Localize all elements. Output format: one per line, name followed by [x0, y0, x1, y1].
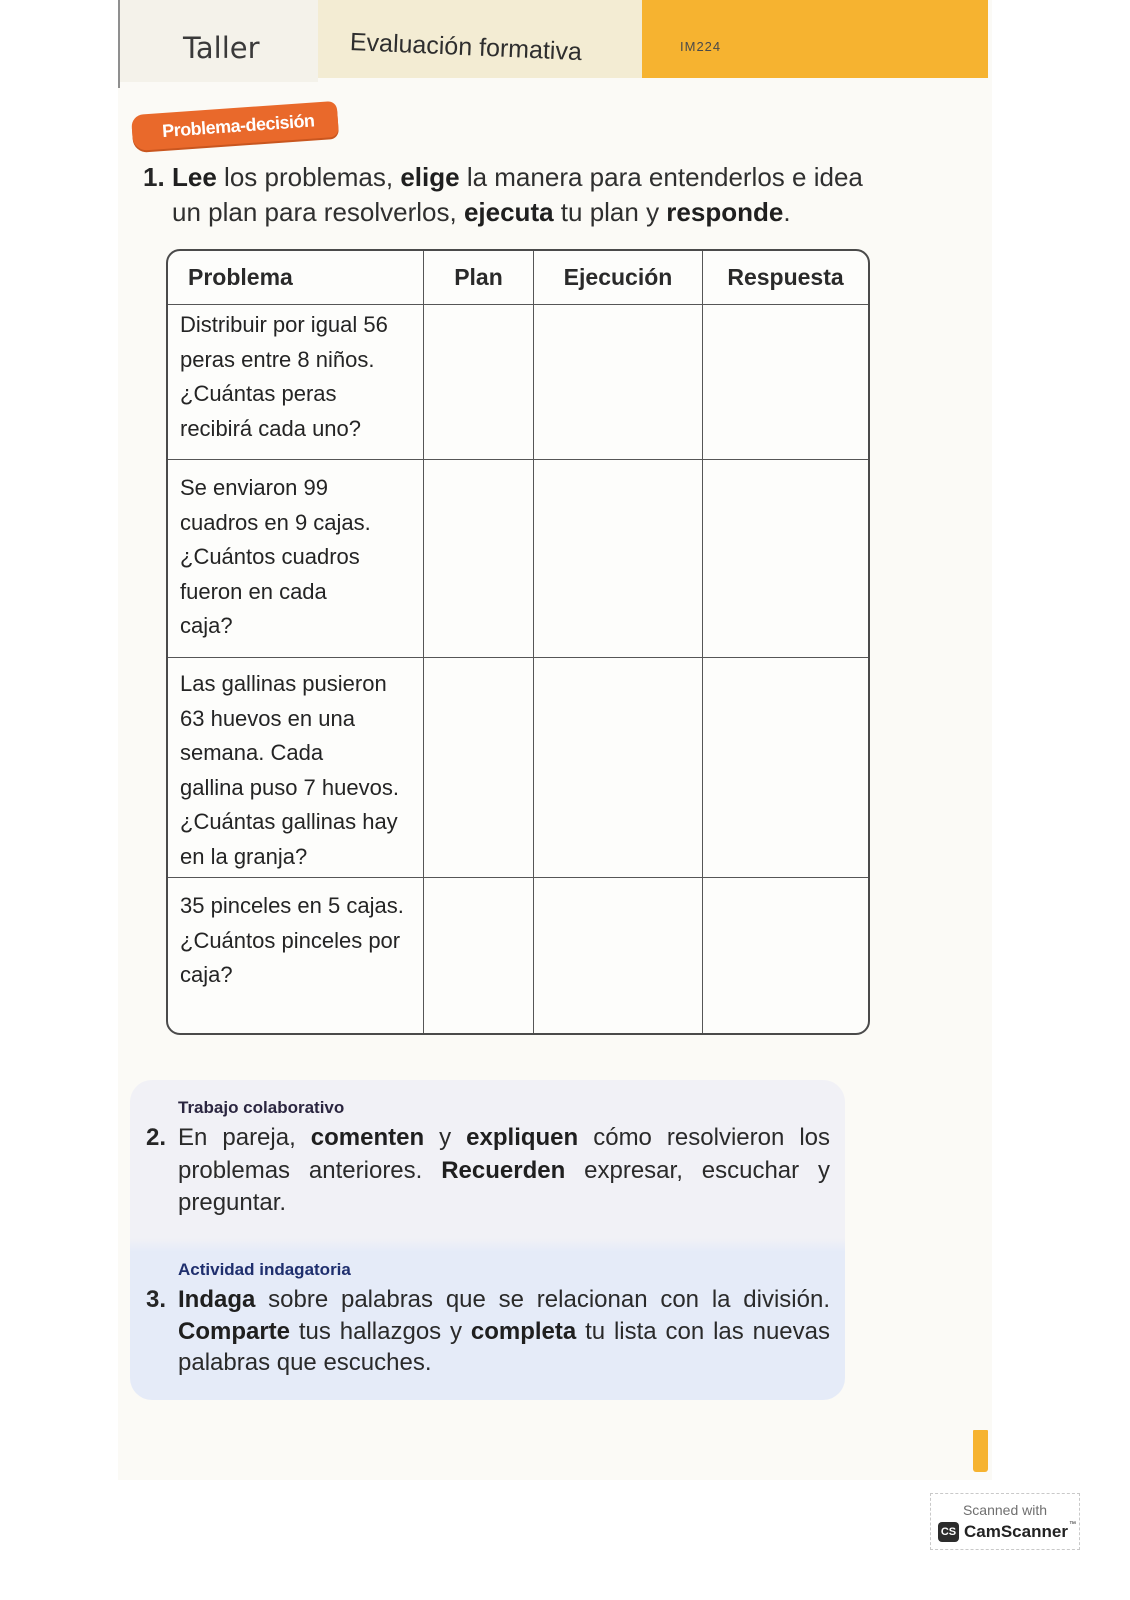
execution-cell	[534, 658, 703, 878]
problem-text-line: peras entre 8 niños.	[180, 346, 375, 372]
question-number: 2.	[146, 1124, 167, 1151]
question-number: 1.	[143, 162, 165, 192]
question-line	[178, 1155, 830, 1188]
text-segment: palabras que escuches.	[178, 1349, 432, 1376]
text-segment: tus hallazgos y	[290, 1317, 471, 1345]
problem-decision-badge: Problema-decisión	[131, 101, 339, 151]
answer-cell	[703, 305, 868, 460]
table-header-problema: Problema	[168, 251, 424, 305]
problem-cell	[168, 460, 424, 658]
bold-verb: elige	[400, 162, 460, 192]
text-segment: tu lista con las nuevas	[576, 1317, 830, 1345]
problem-text-line: ¿Cuántos pinceles por	[180, 927, 401, 953]
text-segment: sobre palabras que se relacionan con la división.	[255, 1286, 830, 1313]
bold-verb: Comparte	[178, 1317, 291, 1345]
question-line	[172, 160, 913, 195]
bold-verb: Indaga	[178, 1286, 256, 1313]
tab-title: Evaluación formativa	[349, 28, 583, 67]
text-segment: preguntar.	[178, 1189, 287, 1216]
problem-text-line: ¿Cuántas gallinas hay	[180, 809, 398, 834]
bold-verb: Recuerden	[441, 1156, 566, 1184]
text-segment: cómo resolvieron los	[578, 1124, 830, 1151]
plan-cell	[424, 658, 534, 878]
problem-text-line: ¿Cuántas peras	[180, 381, 337, 406]
problem-text-line: caja?	[180, 962, 233, 987]
problem-text-line: cuadros en 9 cajas.	[180, 509, 371, 535]
problem-cell	[168, 878, 424, 1033]
answer-cell	[703, 658, 868, 878]
question-number: 3.	[146, 1286, 167, 1313]
text-segment: y	[424, 1124, 467, 1151]
bold-verb: expliquen	[466, 1124, 579, 1151]
problem-text-line: gallina puso 7 huevos.	[180, 774, 399, 800]
answer-cell	[703, 878, 868, 1033]
question-line	[178, 1284, 830, 1316]
text-segment: problemas anteriores.	[178, 1156, 442, 1184]
text-segment: En pareja,	[178, 1124, 311, 1151]
page-code: IM224	[680, 39, 722, 54]
text-segment: un plan para resolverlos,	[172, 197, 464, 227]
problem-text-line: caja?	[180, 613, 233, 638]
watermark-brand	[964, 1521, 1076, 1543]
question-line	[178, 1187, 830, 1220]
problem-text-line: en la granja?	[180, 843, 308, 869]
text-segment: la manera para entenderlos e idea	[459, 162, 863, 192]
bold-verb: comenten	[310, 1124, 425, 1151]
scan-watermark	[930, 1493, 1080, 1550]
question-1	[143, 160, 913, 230]
problem-text-line: 63 huevos en una	[180, 705, 355, 731]
text-segment: expresar, escuchar y	[565, 1156, 831, 1184]
question-line	[178, 1347, 830, 1379]
problem-cell	[168, 305, 424, 460]
answer-cell	[703, 460, 868, 658]
collaborative-work-label: Trabajo colaborativo	[178, 1098, 345, 1117]
bold-verb: Lee	[172, 162, 217, 192]
text-segment: tu plan y	[553, 197, 667, 227]
bold-verb: completa	[470, 1317, 577, 1345]
trademark-symbol: ™	[1068, 1521, 1076, 1528]
problem-text-line: semana. Cada	[180, 740, 324, 765]
execution-cell	[534, 878, 703, 1033]
problem-text-line: Distribuir por igual 56	[180, 312, 388, 337]
text-segment: los problemas,	[216, 162, 401, 192]
inquiry-activity-label: Actividad indagatoria	[178, 1260, 351, 1279]
question-2	[146, 1122, 830, 1220]
question-line	[172, 195, 913, 230]
bold-verb: ejecuta	[463, 197, 554, 227]
problem-text-line: 35 pinceles en 5 cajas.	[180, 893, 404, 918]
bold-verb: responde	[666, 197, 784, 227]
problem-text-line: recibirá cada uno?	[180, 415, 362, 441]
page-tab-marker	[973, 1430, 988, 1472]
table-header-respuesta: Respuesta	[703, 251, 868, 305]
execution-cell	[534, 305, 703, 460]
plan-cell	[424, 878, 534, 1033]
plan-cell	[424, 305, 534, 460]
table-header-ejecucion: Ejecución	[534, 251, 703, 305]
execution-cell	[534, 460, 703, 658]
problems-table	[166, 249, 870, 1035]
watermark-brand-name: CamScanner	[964, 1522, 1068, 1541]
text-segment: .	[783, 197, 791, 227]
problem-cell	[168, 658, 424, 878]
problem-text-line: Se enviaron 99	[180, 475, 328, 500]
question-line	[178, 1122, 830, 1155]
camscanner-logo-icon: CS	[938, 1522, 959, 1542]
question-line	[178, 1316, 830, 1348]
table-header-plan: Plan	[424, 251, 534, 305]
question-3	[146, 1284, 830, 1379]
problem-text-line: fueron en cada	[180, 578, 327, 604]
problem-text-line: Las gallinas pusieron	[180, 671, 387, 696]
problem-text-line: ¿Cuántos cuadros	[180, 544, 360, 569]
section-title: Taller	[183, 31, 260, 65]
plan-cell	[424, 460, 534, 658]
watermark-caption: Scanned with	[962, 1502, 1048, 1518]
